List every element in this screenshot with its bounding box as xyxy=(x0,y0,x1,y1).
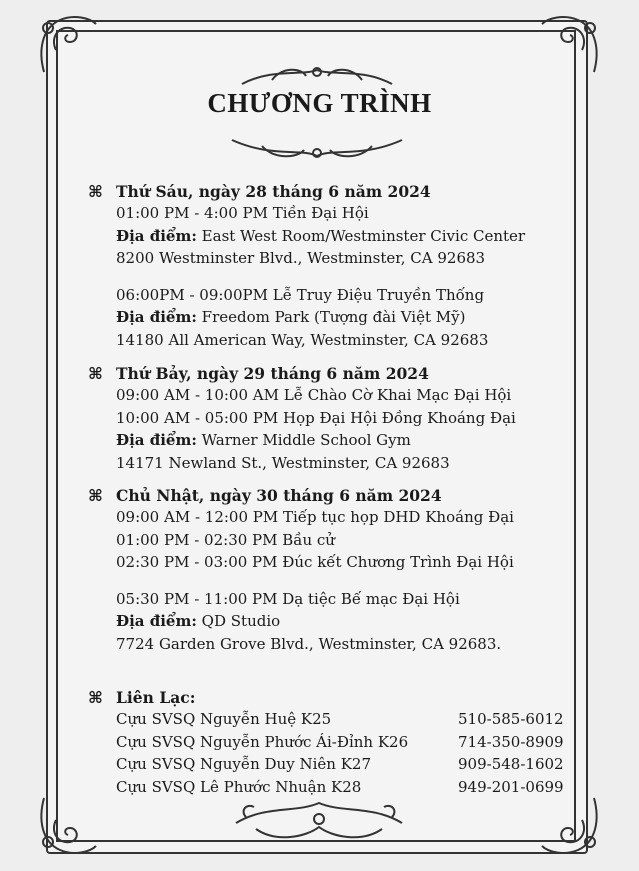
schedule-saturday xyxy=(88,362,578,474)
contact-name: Cựu SVSQ Nguyễn Huệ K25 xyxy=(116,710,332,728)
venue-line: Địa điểm: Warner Middle School Gym xyxy=(116,431,411,449)
contact-row xyxy=(116,753,578,776)
corner-ornament-top-left xyxy=(34,10,108,84)
venue-line: Địa điểm: QD Studio xyxy=(116,612,281,630)
contact-name: Cựu SVSQ Nguyễn Phước Ái-Đỉnh K26 xyxy=(116,732,409,751)
event-time: 05:30 PM - 11:00 PM Dạ tiệc Bế mạc Đại Hội xyxy=(116,589,460,608)
contact-phone: 714-350-8909 xyxy=(458,732,564,751)
contact-phone: 909-548-1602 xyxy=(458,755,564,773)
event-time: 01:00 PM - 4:00 PM Tiền Đại Hội xyxy=(116,204,369,222)
command-key-icon: ⌘ xyxy=(88,485,103,505)
day-heading: ⌘ Thứ Sáu, ngày 28 tháng 6 năm 2024 xyxy=(88,181,431,201)
contact-row xyxy=(116,708,578,731)
contacts-section xyxy=(88,686,578,798)
command-key-icon: ⌘ xyxy=(88,363,103,383)
contact-phone: 510-585-6012 xyxy=(458,710,564,728)
command-key-icon: ⌘ xyxy=(88,181,103,201)
venue-address: 14171 Newland St., Westminster, CA 92683 xyxy=(116,453,450,472)
contact-name: Cựu SVSQ Lê Phước Nhuận K28 xyxy=(116,777,362,796)
day-heading: ⌘ Chủ Nhật, ngày 30 tháng 6 năm 2024 xyxy=(88,485,442,505)
command-key-icon: ⌘ xyxy=(88,687,103,707)
bottom-ornament xyxy=(226,793,412,845)
contact-name: Cựu SVSQ Nguyễn Duy Niên K27 xyxy=(116,755,371,773)
event-time: 02:30 PM - 03:00 PM Đúc kết Chương Trình Đại Hội xyxy=(116,553,514,571)
day-heading: ⌘ Thứ Bảy, ngày 29 tháng 6 năm 2024 xyxy=(88,363,429,383)
schedule-friday xyxy=(88,180,578,351)
event-time: 10:00 AM - 05:00 PM Họp Đại Hội Đồng Khoáng Đại xyxy=(116,408,516,427)
contact-row xyxy=(116,731,578,754)
venue-line: Địa điểm: East West Room/Westminster Civic Center xyxy=(116,226,526,245)
corner-ornament-top-right xyxy=(530,10,604,84)
contact-phone: 949-201-0699 xyxy=(458,777,564,796)
event-time: 01:00 PM - 02:30 PM Bầu cử xyxy=(116,530,335,549)
event-time: 09:00 AM - 12:00 PM Tiếp tục họp DHD Khoáng Đại xyxy=(116,508,514,526)
venue-line: Địa điểm: Freedom Park (Tượng đài Việt Mỹ) xyxy=(116,308,466,326)
schedule-sunday xyxy=(88,484,578,655)
venue-address: 7724 Garden Grove Blvd., Westminster, CA 92683. xyxy=(116,634,502,653)
venue-address: 14180 All American Way, Westminster, CA 92683 xyxy=(116,330,489,349)
event-time: 09:00 AM - 10:00 AM Lễ Chào Cờ Khai Mạc Đại Hội xyxy=(116,386,512,404)
page-title: CHƯƠNG TRÌNH xyxy=(207,88,432,118)
contacts-heading: ⌘ Liên Lạc: xyxy=(88,687,196,707)
event-time: 06:00PM - 09:00PM Lễ Truy Điệu Truyền Thống xyxy=(116,285,485,304)
venue-address: 8200 Westminster Blvd., Westminster, CA 92683 xyxy=(116,249,486,267)
